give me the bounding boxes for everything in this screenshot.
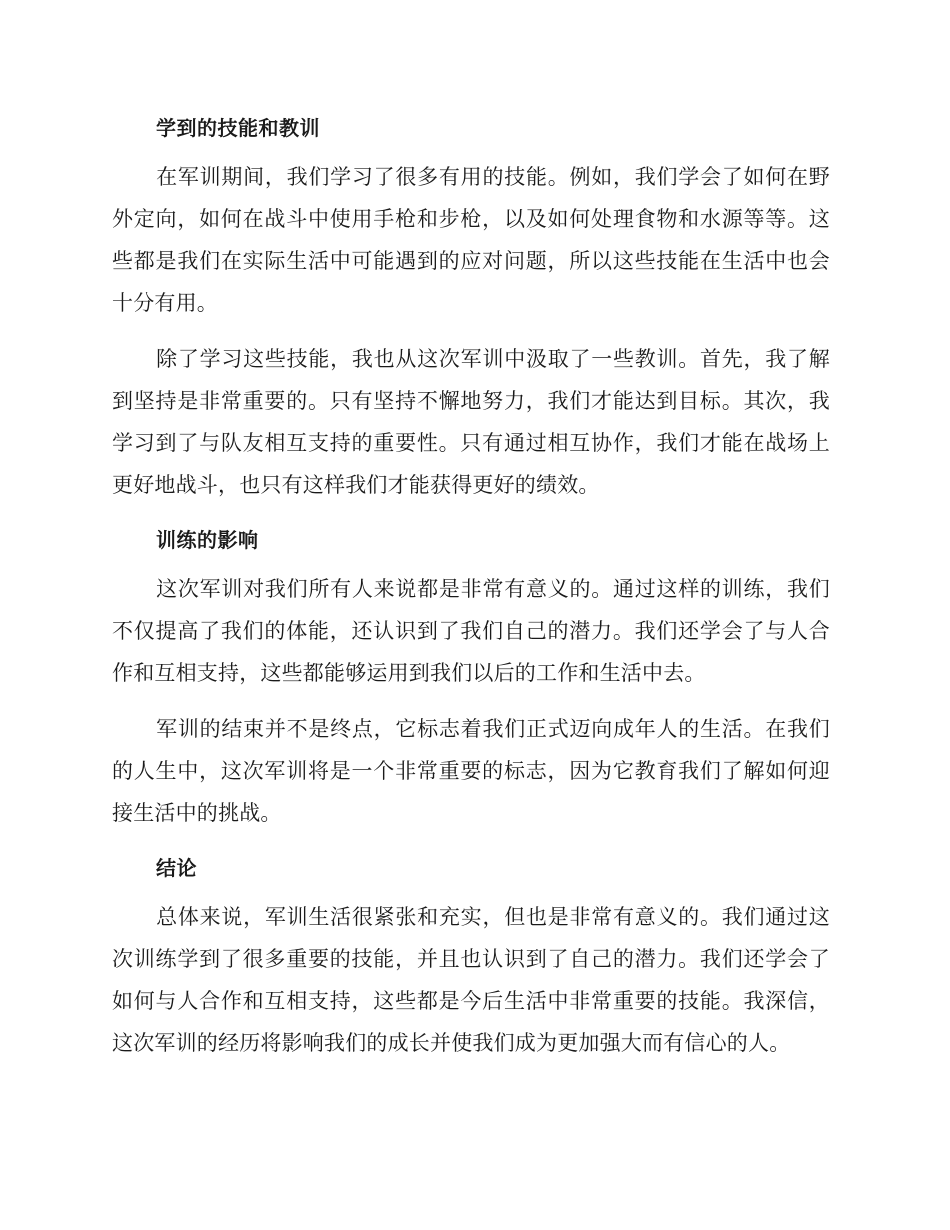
section-heading: 结论	[156, 856, 197, 880]
document-page	[112, 108, 830, 1078]
paragraph: 除了学习这些技能，我也从这次军训中汲取了一些教训。首先，我了解到坚持是非常重要的。只有坚持不懈地努力，我们才能达到目标。其次，我学习到了与队友相互支持的重要性。只有通过相互协作，我们才能在战场上更好地战斗，也只有这样我们才能获得更好的绩效。	[112, 347, 830, 497]
section-skills-lessons	[112, 108, 830, 506]
section-heading: 训练的影响	[156, 528, 259, 552]
paragraph: 这次军训对我们所有人来说都是非常有意义的。通过这样的训练，我们不仅提高了我们的体能，还认识到了我们自己的潜力。我们还学会了与人合作和互相支持，这些都能够运用到我们以后的工作和生活中去。	[112, 577, 830, 685]
section-conclusion	[112, 848, 830, 1064]
paragraph: 在军训期间，我们学习了很多有用的技能。例如，我们学会了如何在野外定向，如何在战斗中使用手枪和步枪，以及如何处理食物和水源等等。这些都是我们在实际生活中可能遇到的应对问题，所以这些技能在生活中也会十分有用。	[112, 165, 830, 315]
section-training-impact	[112, 520, 830, 834]
paragraph: 总体来说，军训生活很紧张和充实，但也是非常有意义的。我们通过这次训练学到了很多重要的技能，并且也认识到了自己的潜力。我们还学会了如何与人合作和互相支持，这些都是今后生活中非常重要的技能。我深信，这次军训的经历将影响我们的成长并使我们成为更加强大而有信心的人。	[112, 905, 830, 1055]
paragraph: 军训的结束并不是终点，它标志着我们正式迈向成年人的生活。在我们的人生中，这次军训将是一个非常重要的标志，因为它教育我们了解如何迎接生活中的挑战。	[112, 717, 830, 825]
section-heading: 学到的技能和教训	[156, 116, 320, 140]
